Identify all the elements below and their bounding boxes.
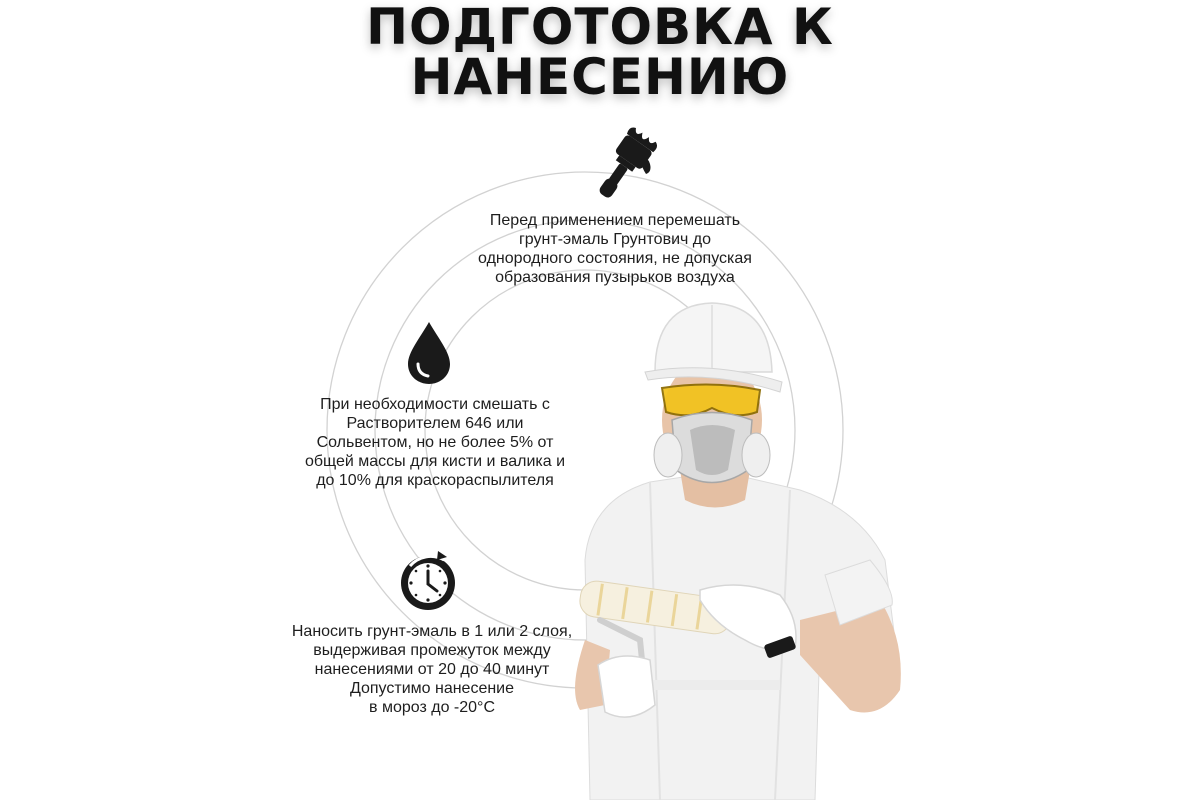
- step-1-line: однородного состояния, не допуская: [478, 250, 752, 267]
- step-2-line: При необходимости смешать с: [320, 396, 550, 413]
- page-title-line-1: ПОДГОТОВКА К: [366, 0, 834, 56]
- drop-icon: [408, 322, 450, 384]
- paintbrush-icon: [590, 125, 660, 205]
- step-3-line: Допустимо нанесение: [349, 680, 515, 697]
- worker-figure: [575, 303, 901, 800]
- step-3-line: в мороз до -20°С: [369, 699, 495, 716]
- step-2-line: до 10% для краскораспылителя: [316, 472, 554, 489]
- step-1-line: грунт-эмаль Грунтович до: [518, 231, 712, 248]
- step-2-line: общей массы для кисти и валика и: [304, 453, 566, 470]
- step-2-line: Растворителем 646 или: [346, 415, 524, 432]
- step-1-text: [440, 211, 790, 287]
- step-3-line: нанесениями от 20 до 40 минут: [314, 661, 550, 678]
- step-2-line: Сольвентом, но не более 5% от: [316, 434, 554, 451]
- step-3-text: [262, 622, 602, 717]
- step-2-text: [275, 395, 595, 490]
- step-3-line: выдерживая промежуток между: [313, 642, 551, 659]
- step-3-line: Наносить грунт-эмаль в 1 или 2 слоя,: [291, 623, 573, 640]
- step-1-line: Перед применением перемешать: [489, 212, 741, 229]
- step-1-line: образования пузырьков воздуха: [495, 269, 735, 286]
- stopwatch-icon: [401, 551, 455, 610]
- page-title-line-2: НАНЕСЕНИЮ: [410, 48, 790, 106]
